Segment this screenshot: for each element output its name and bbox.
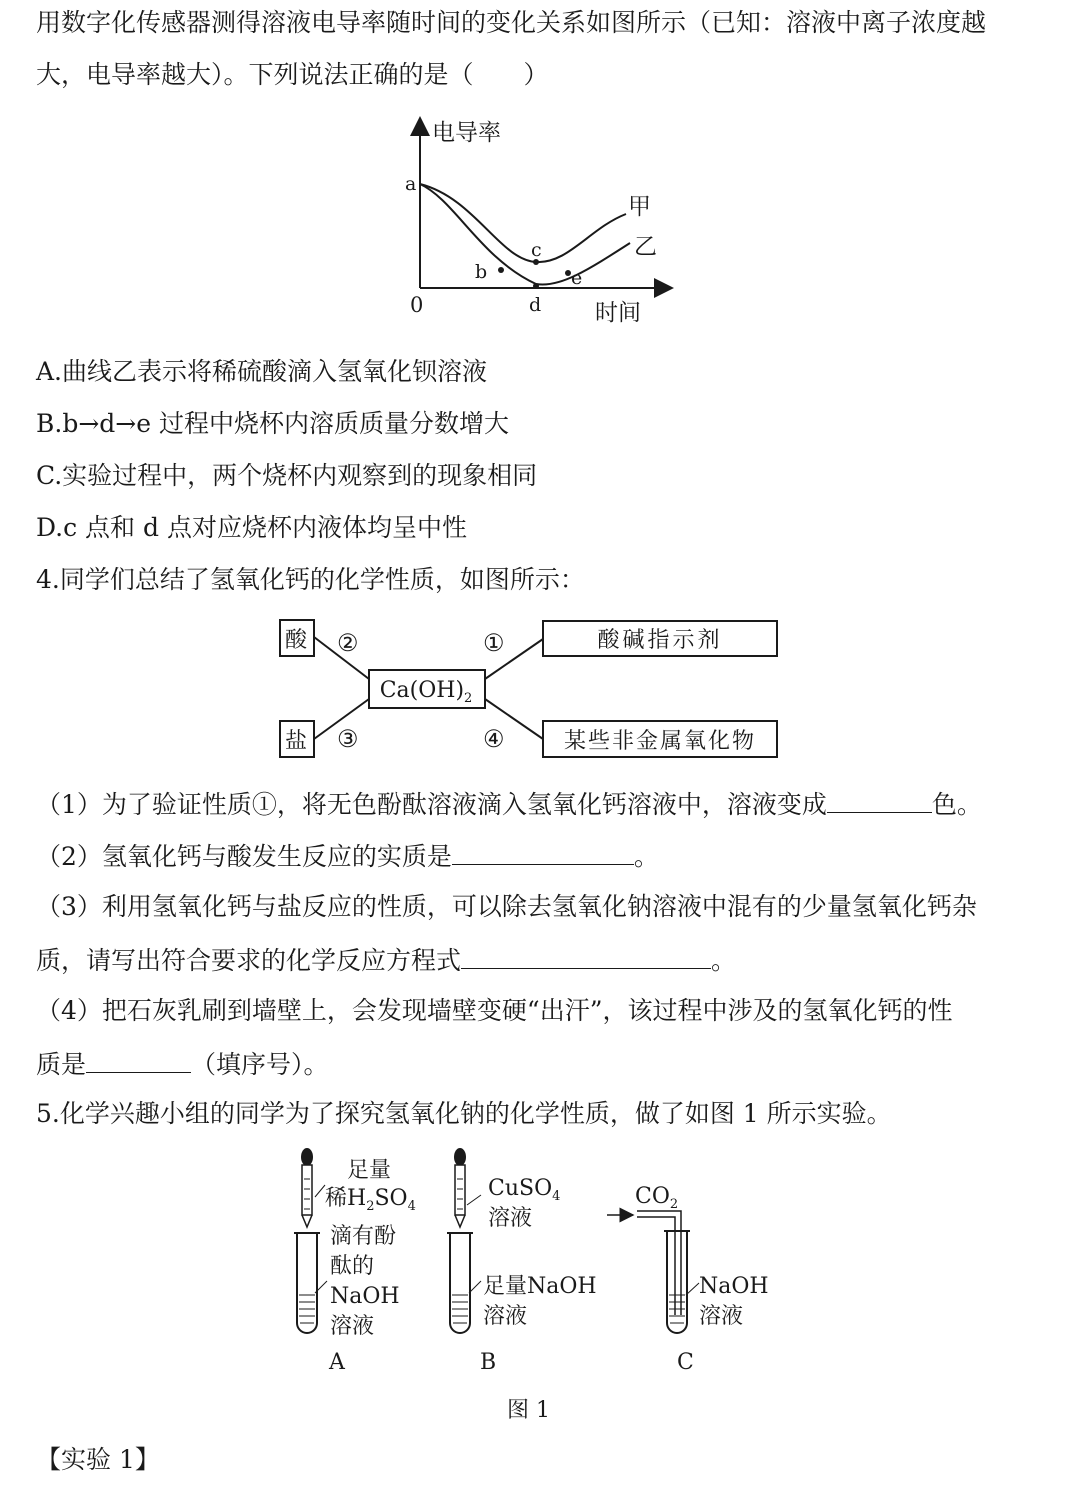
test-tube-b bbox=[450, 1233, 470, 1333]
salt-label: 盐 bbox=[285, 729, 308, 754]
point-b bbox=[498, 267, 504, 273]
test-tube-c bbox=[667, 1231, 687, 1333]
label-a: A bbox=[329, 1350, 345, 1375]
q4-part1: （1）为了验证性质①，将无色酚酞溶液滴入氢氧化钙溶液中，溶液变成 色。 bbox=[36, 786, 982, 822]
acid-label: 酸 bbox=[285, 628, 308, 653]
conductivity-chart bbox=[390, 110, 680, 335]
apparatus-c bbox=[607, 1184, 769, 1375]
indicator-label: 酸碱指示剂 bbox=[597, 628, 723, 653]
svg-text:滴有酚: 滴有酚 bbox=[330, 1224, 397, 1249]
svg-text:酞的: 酞的 bbox=[330, 1254, 375, 1279]
apparatus-a bbox=[294, 1148, 416, 1375]
svg-text:溶液: 溶液 bbox=[330, 1314, 375, 1339]
svg-text:溶液: 溶液 bbox=[699, 1304, 744, 1329]
nonmetal-oxide-label: 某些非金属氧化物 bbox=[563, 729, 757, 754]
origin-label: 0 bbox=[410, 293, 424, 317]
q4-part3-line1: （3）利用氢氧化钙与盐反应的性质，可以除去氢氧化钠溶液中混有的少量氢氧化钙杂 bbox=[36, 892, 977, 921]
q3-option-d: D.c 点和 d 点对应烧杯内液体均呈中性 bbox=[36, 513, 467, 542]
x-axis-label: 时间 bbox=[595, 300, 641, 326]
q3-option-a: A.曲线乙表示将稀硫酸滴入氢氧化钡溶液 bbox=[36, 357, 488, 386]
point-e-label: e bbox=[571, 267, 583, 289]
answer-blank-1[interactable] bbox=[827, 786, 932, 813]
svg-text:足量: 足量 bbox=[347, 1158, 392, 1183]
dropper-a bbox=[302, 1165, 312, 1215]
svg-text:CO2: $CO_2$ bbox=[635, 1184, 679, 1212]
y-axis-label: 电导率 bbox=[432, 120, 501, 146]
svg-text:溶液: 溶液 bbox=[483, 1304, 528, 1329]
point-c-label: c bbox=[531, 239, 542, 261]
apparatus-b bbox=[447, 1148, 597, 1375]
experiment-figure bbox=[285, 1145, 785, 1435]
label-c: C bbox=[677, 1350, 694, 1375]
answer-blank-4[interactable] bbox=[86, 1046, 191, 1073]
q4-part4-line1: （4）把石灰乳刷到墙壁上，会发现墙壁变硬“出汗”，该过程中涉及的氢氧化钙的性 bbox=[36, 996, 953, 1025]
q4-part4-line2: 质是 （填序号）。 bbox=[36, 1046, 329, 1082]
curve-yi-label: 乙 bbox=[634, 234, 657, 260]
q3-stem-line2: 大，电导率越大）。下列说法正确的是（ ） bbox=[36, 60, 549, 89]
curve-jia-label: 甲 bbox=[628, 194, 651, 220]
svg-text:NaOH: NaOH bbox=[699, 1274, 769, 1299]
figure-caption: 图 1 bbox=[507, 1398, 550, 1423]
q3-option-c: C.实验过程中，两个烧杯内观察到的现象相同 bbox=[36, 461, 538, 490]
point-b-label: b bbox=[475, 261, 488, 283]
num-1: ① bbox=[483, 629, 505, 657]
svg-text:NaOH: NaOH bbox=[330, 1284, 400, 1309]
dropper-b bbox=[455, 1165, 465, 1215]
calcium-hydroxide-diagram bbox=[275, 615, 785, 760]
caoh2-label: $Ca(OH)_2$ bbox=[379, 678, 473, 706]
q4-part3-line2: 质，请写出符合要求的化学反应方程式 。 bbox=[36, 942, 736, 978]
svg-text:溶液: 溶液 bbox=[488, 1206, 533, 1231]
svg-text:CuSO4: CuSO$_4$ bbox=[488, 1176, 561, 1204]
answer-blank-3[interactable] bbox=[461, 942, 711, 969]
q4-stem: 4.同学们总结了氢氧化钙的化学性质，如图所示： bbox=[36, 565, 585, 594]
dropper-bulb-b bbox=[454, 1148, 466, 1166]
q5-stem: 5.化学兴趣小组的同学为了探究氢氧化钠的化学性质，做了如图 1 所示实验。 bbox=[36, 1099, 892, 1128]
svg-text:稀H2SO4: 稀$H_2SO_4$ bbox=[325, 1186, 416, 1214]
q3-stem-line1: 用数字化传感器测得溶液电导率随时间的变化关系如图所示（已知：溶液中离子浓度越 bbox=[36, 8, 987, 37]
q3-option-b: B.b→d→e 过程中烧杯内溶质质量分数增大 bbox=[36, 409, 509, 438]
num-2: ② bbox=[337, 629, 359, 657]
curve-jia bbox=[420, 184, 626, 262]
point-a-label: a bbox=[405, 173, 417, 195]
point-d-label: d bbox=[529, 294, 542, 316]
dropper-bulb-a bbox=[301, 1148, 313, 1166]
label-b: B bbox=[480, 1350, 497, 1375]
test-tube-a bbox=[297, 1233, 317, 1333]
point-d bbox=[533, 283, 539, 289]
svg-text:足量NaOH: 足量NaOH bbox=[483, 1274, 597, 1299]
num-3: ③ bbox=[337, 725, 359, 753]
num-4: ④ bbox=[483, 725, 505, 753]
experiment1-heading: 【实验 1】 bbox=[36, 1445, 160, 1474]
q4-part2: （2）氢氧化钙与酸发生反应的实质是 。 bbox=[36, 838, 659, 874]
answer-blank-2[interactable] bbox=[452, 838, 634, 865]
